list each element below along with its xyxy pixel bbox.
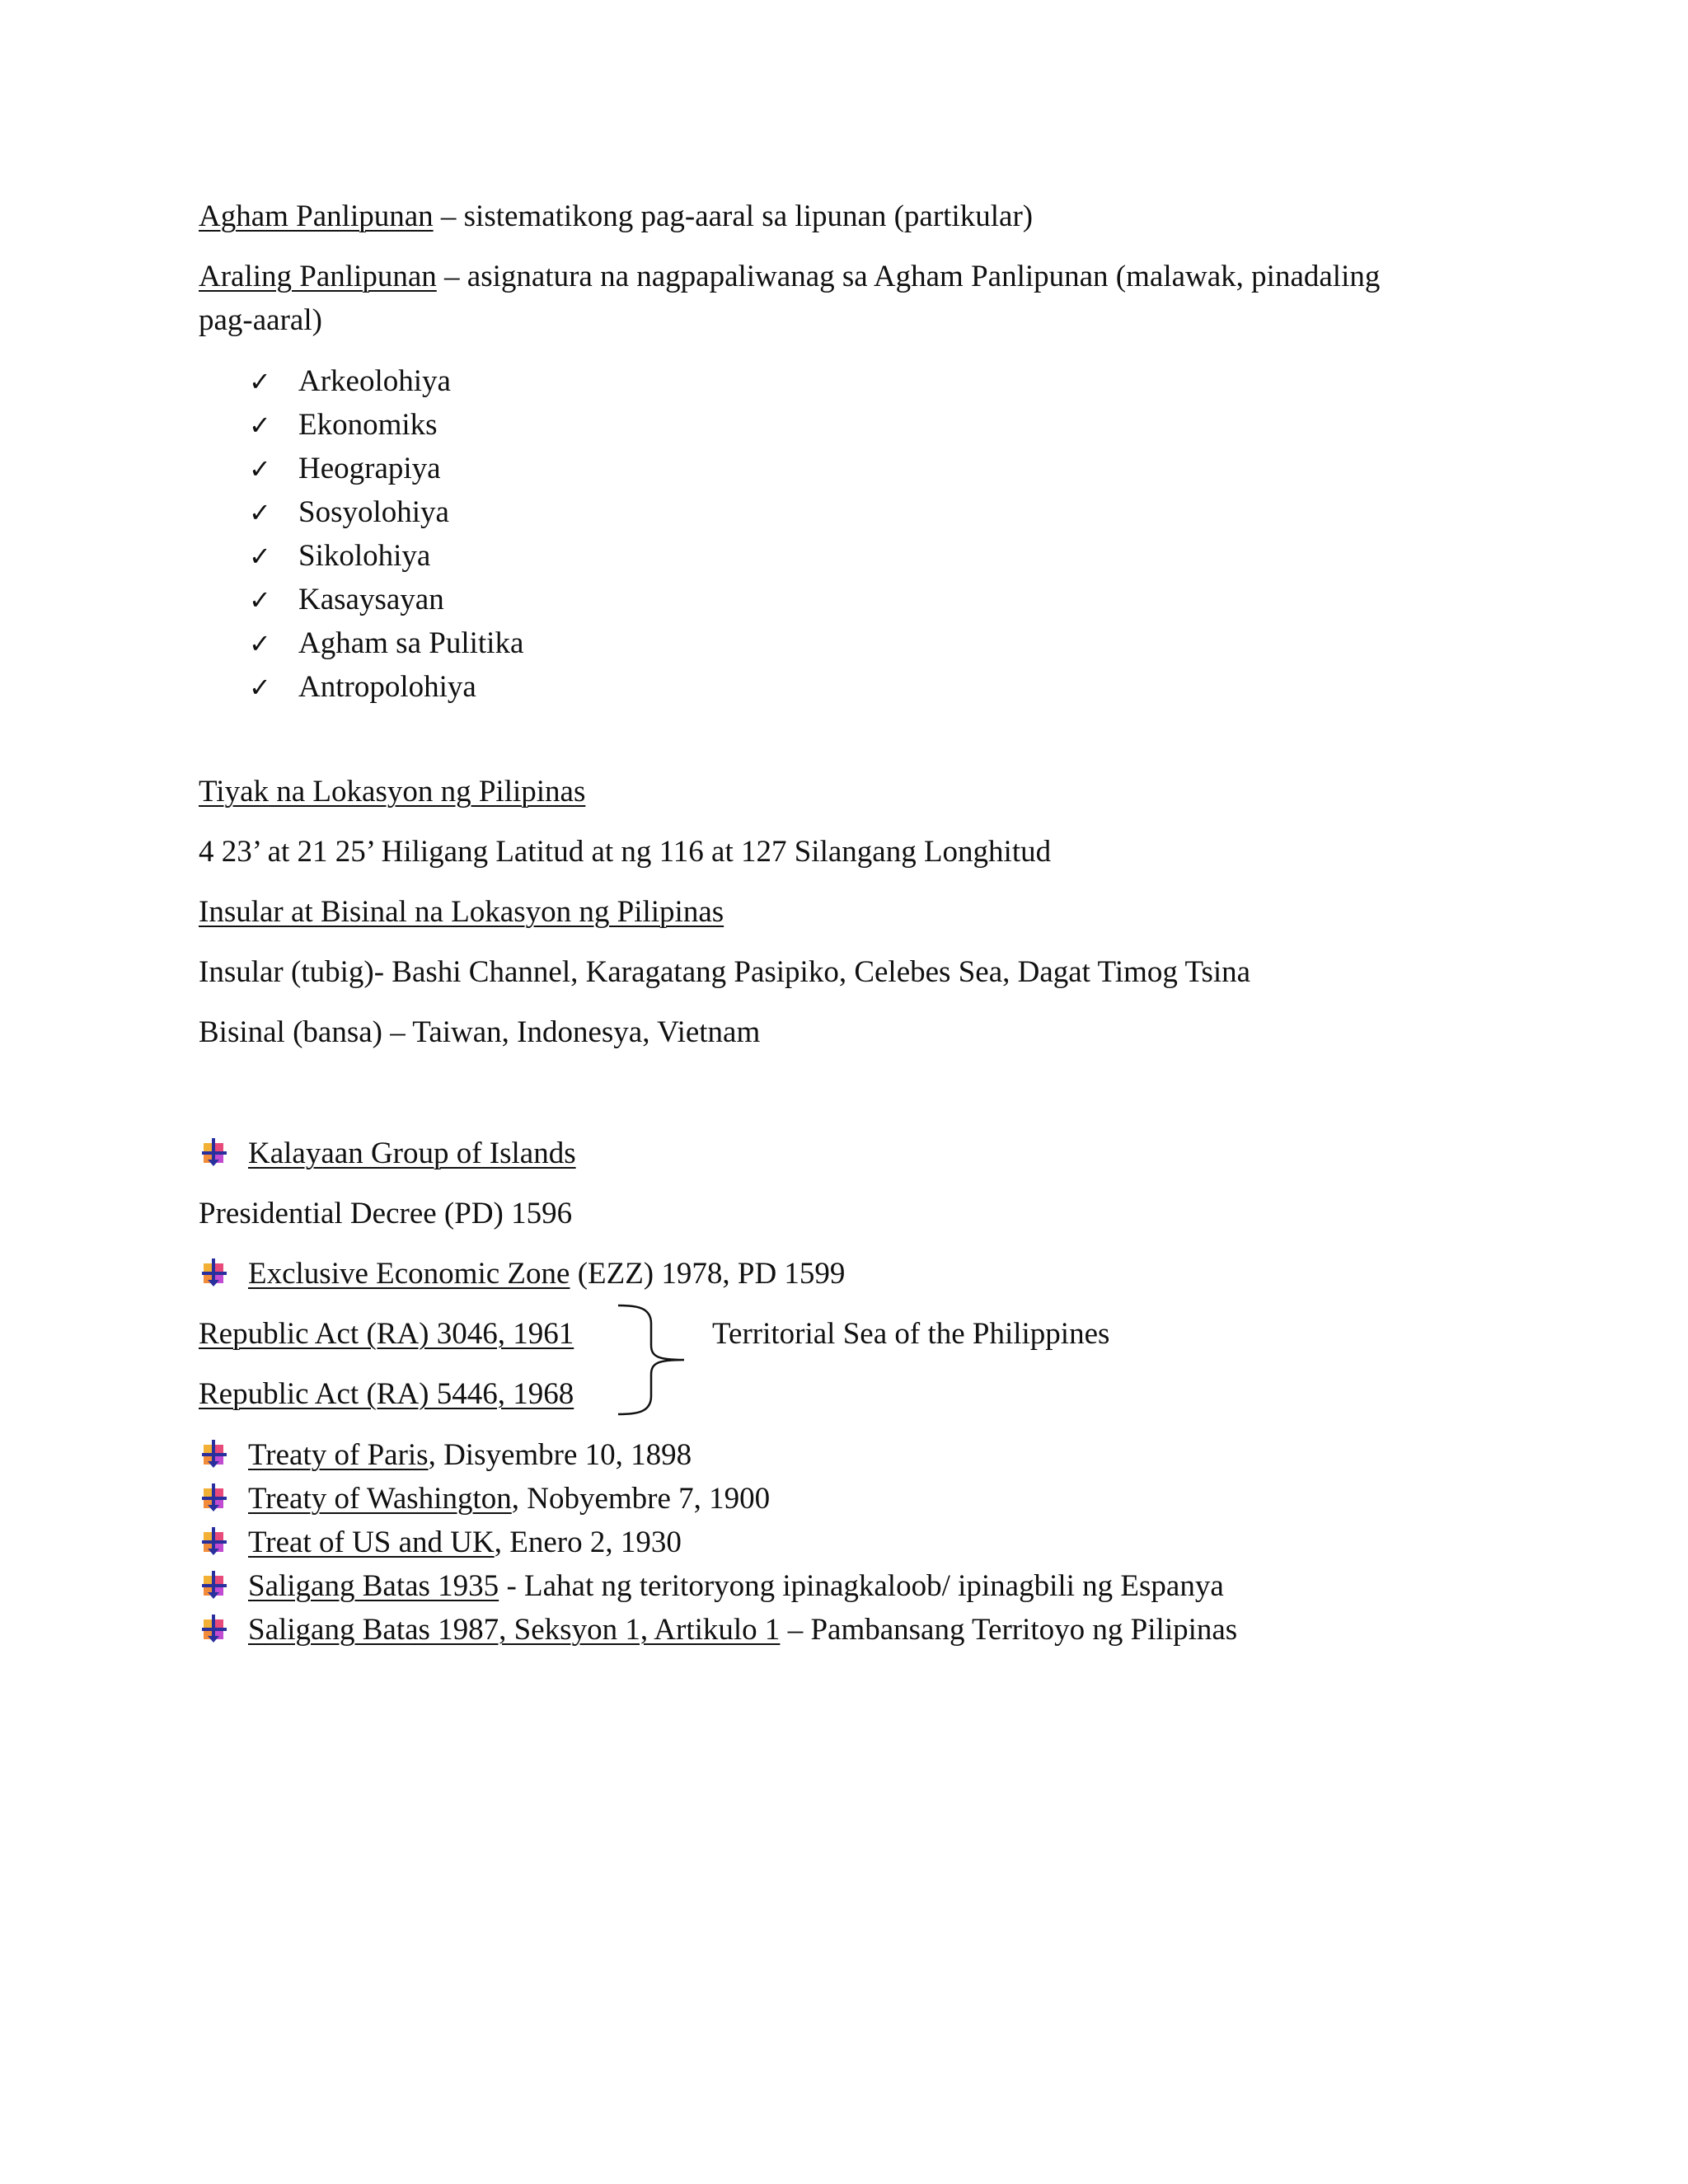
list-item: ✓ Heograpiya [249, 452, 441, 485]
check-mark-icon: ✓ [249, 497, 271, 528]
list-item: ✓ Sosyolohiya [249, 495, 449, 529]
check-mark-icon: ✓ [249, 584, 271, 616]
brace-icon [612, 1302, 686, 1418]
list-item: ✓ Ekonomiks [249, 408, 438, 442]
araling-definition-cont [199, 303, 322, 339]
agham-term: Agham Panlipunan [199, 199, 434, 233]
ra3046-text: Republic Act (RA) 3046, 1961 [199, 1317, 574, 1351]
check-mark-icon: ✓ [249, 410, 271, 441]
check-mark-icon: ✓ [249, 541, 271, 572]
arrow-bullet-icon [199, 1258, 230, 1286]
insular-text: Insular (tubig)- Bashi Channel, Karagatang Pasipiko, Celebes Sea, Dagat Timog Tsina [199, 955, 1251, 989]
araling-def-2: pag-aaral) [199, 303, 322, 337]
list-item: Treaty of Washington, Nobyembre 7, 1900 [199, 1482, 770, 1517]
list-item: ✓ Agham sa Pulitika [249, 626, 524, 660]
bisinal-text: Bisinal (bansa) – Taiwan, Indonesya, Vietnam [199, 1015, 761, 1049]
araling-def-1: – asignatura na nagpapaliwanag sa Agham Panlipunan (malawak, pinadaling [436, 260, 1381, 293]
arrow-bullet-icon [199, 1615, 230, 1643]
tiyak-heading: Tiyak na Lokasyon ng Pilipinas [199, 775, 586, 808]
list-item: ✓ Antropolohiya [249, 670, 476, 704]
insular-heading: Insular at Bisinal na Lokasyon ng Pilipinas [199, 895, 724, 929]
arrow-bullet-icon [199, 1138, 230, 1166]
territorial-sea-label: Territorial Sea of the Philippines [712, 1317, 1110, 1351]
list-item: Saligang Batas 1935 - Lahat ng teritoryong ipinagkaloob/ ipinagbili ng Espanya [199, 1569, 1224, 1605]
kalayaan-item: Kalayaan Group of Islands [199, 1137, 576, 1172]
arrow-bullet-icon [199, 1571, 230, 1599]
check-mark-icon: ✓ [249, 453, 271, 485]
tiyak-text: 4 23’ at 21 25’ Hiligang Latitud at ng 116 at 127 Silangang Longhitud [199, 835, 1052, 869]
arrow-bullet-icon [199, 1440, 230, 1468]
list-item: ✓ Kasaysayan [249, 583, 444, 616]
ezz-item: Exclusive Economic Zone (EZZ) 1978, PD 1599 [199, 1257, 845, 1292]
arrow-bullet-icon [199, 1527, 230, 1555]
list-item: Treat of US and UK, Enero 2, 1930 [199, 1526, 682, 1561]
check-mark-icon: ✓ [249, 366, 271, 397]
araling-term: Araling Panlipunan [199, 260, 437, 293]
list-item: Treaty of Paris, Disyembre 10, 1898 [199, 1438, 692, 1474]
araling-definition [199, 260, 1380, 295]
check-mark-icon: ✓ [249, 672, 271, 703]
agham-definition [199, 199, 1033, 235]
ra5446-text: Republic Act (RA) 5446, 1968 [199, 1377, 574, 1411]
list-item: ✓ Arkeolohiya [249, 364, 451, 398]
agham-def: – sistematikong pag-aaral sa lipunan (partikular) [433, 199, 1034, 233]
list-item: ✓ Sikolohiya [249, 539, 431, 573]
arrow-bullet-icon [199, 1483, 230, 1511]
list-item: Saligang Batas 1987, Seksyon 1, Artikulo 1 – Pambansang Territoyo ng Pilipinas [199, 1613, 1237, 1648]
check-mark-icon: ✓ [249, 628, 271, 659]
pd1596-text: Presidential Decree (PD) 1596 [199, 1197, 573, 1230]
